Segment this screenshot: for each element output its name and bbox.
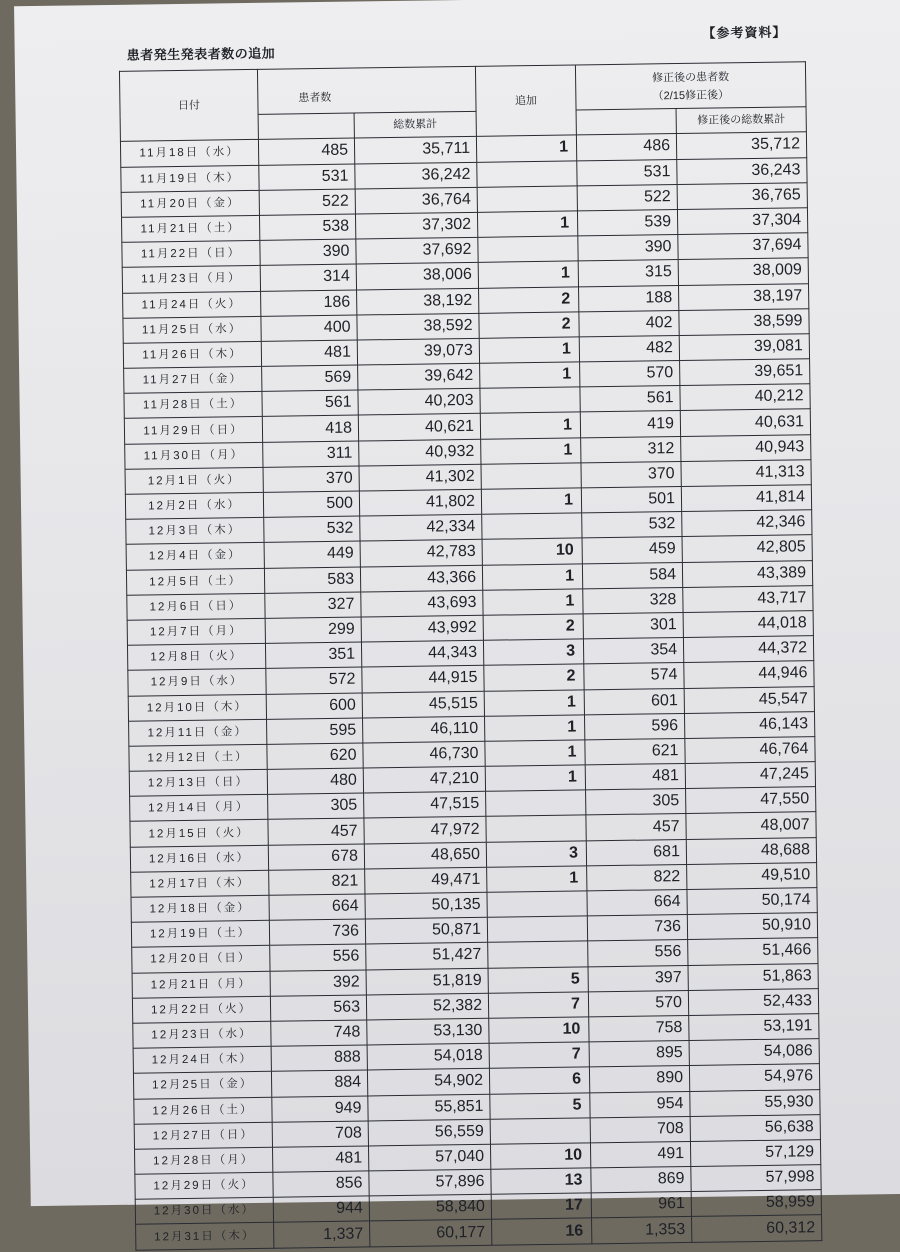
added-cell: 2 <box>479 312 579 339</box>
revised-cumulative-cell: 46,143 <box>684 711 814 738</box>
header-revised-patients: 修正後の患者数 <box>652 71 730 85</box>
revised-cumulative-cell: 44,018 <box>683 611 813 638</box>
added-cell <box>477 161 577 188</box>
added-cell: 16 <box>492 1218 592 1245</box>
date-cell: 12月16日（水） <box>130 845 268 872</box>
revised-patients-cell: 708 <box>590 1116 690 1143</box>
cumulative-cell: 36,242 <box>355 162 477 189</box>
revised-patients-cell: 501 <box>581 487 681 514</box>
revised-patients-cell: 390 <box>578 235 678 262</box>
added-cell: 10 <box>489 1017 589 1044</box>
added-cell: 1 <box>476 135 576 162</box>
patients-cell: 351 <box>265 642 361 669</box>
patients-cell: 595 <box>267 718 363 745</box>
date-cell: 11月21日（土） <box>121 215 259 242</box>
date-cell: 12月31日（木） <box>136 1223 274 1250</box>
date-cell: 11月20日（金） <box>121 190 259 217</box>
revised-cumulative-cell: 54,086 <box>689 1039 819 1066</box>
patients-cell: 531 <box>259 164 355 191</box>
cumulative-cell: 53,130 <box>367 1018 489 1045</box>
date-cell: 12月29日（火） <box>135 1172 273 1199</box>
revised-cumulative-cell: 36,243 <box>677 157 807 184</box>
header-patients: 患者数 <box>257 66 476 114</box>
patients-cell: 944 <box>273 1196 369 1223</box>
header-date: 日付 <box>119 69 258 141</box>
cumulative-cell: 47,210 <box>363 766 485 793</box>
cumulative-cell: 36,764 <box>355 187 477 214</box>
revised-patients-cell: 312 <box>581 436 681 463</box>
patients-cell: 327 <box>265 592 361 619</box>
date-cell: 12月1日（火） <box>125 467 263 494</box>
revised-cumulative-cell: 49,510 <box>687 862 817 889</box>
revised-patients-cell: 556 <box>588 940 688 967</box>
cumulative-cell: 51,427 <box>366 943 488 970</box>
revised-cumulative-cell: 58,959 <box>691 1190 821 1217</box>
added-cell: 5 <box>488 966 588 993</box>
revised-cumulative-cell: 36,765 <box>677 182 807 209</box>
patients-cell: 500 <box>263 491 359 518</box>
revised-patients-cell: 419 <box>580 411 680 438</box>
cumulative-cell: 42,783 <box>360 540 482 567</box>
date-cell: 12月27日（日） <box>134 1122 272 1149</box>
date-cell: 12月3日（木） <box>126 518 264 545</box>
cumulative-cell: 46,730 <box>363 741 485 768</box>
cumulative-cell: 37,692 <box>356 237 478 264</box>
header-revised-cumulative: 修正後の総数累計 <box>676 107 806 134</box>
date-cell: 12月20日（日） <box>132 946 270 973</box>
revised-patients-cell: 570 <box>580 361 680 388</box>
cumulative-cell: 39,642 <box>358 363 480 390</box>
cumulative-cell: 47,972 <box>364 817 486 844</box>
date-cell: 12月5日（土） <box>126 568 264 595</box>
revised-patients-cell: 584 <box>582 562 682 589</box>
revised-cumulative-cell: 50,910 <box>687 913 817 940</box>
added-cell: 1 <box>485 740 585 767</box>
revised-patients-cell: 188 <box>579 285 679 312</box>
cumulative-cell: 42,334 <box>360 514 482 541</box>
revised-cumulative-cell: 50,174 <box>687 888 817 915</box>
patients-cell: 522 <box>259 189 355 216</box>
header-revised-blank <box>576 109 676 136</box>
date-cell: 11月22日（日） <box>122 240 260 267</box>
revised-patients-cell: 961 <box>591 1192 691 1219</box>
cumulative-cell: 54,018 <box>367 1043 489 1070</box>
header-patients-blank <box>258 113 354 140</box>
revised-cumulative-cell: 47,550 <box>686 787 816 814</box>
patients-cell: 563 <box>270 995 366 1022</box>
revised-patients-cell: 482 <box>579 335 679 362</box>
added-cell: 10 <box>490 1143 590 1170</box>
patients-cell: 572 <box>266 667 362 694</box>
revised-cumulative-cell: 37,304 <box>677 208 807 235</box>
revised-cumulative-cell: 41,814 <box>681 485 811 512</box>
patients-cell: 600 <box>266 692 362 719</box>
revised-patients-cell: 539 <box>577 209 677 236</box>
added-cell: 2 <box>483 614 583 641</box>
added-cell <box>478 236 578 263</box>
revised-cumulative-cell: 47,245 <box>685 762 815 789</box>
added-cell: 1 <box>484 689 584 716</box>
patients-cell: 583 <box>264 567 360 594</box>
revised-patients-cell: 491 <box>590 1141 690 1168</box>
patients-cell: 532 <box>264 516 360 543</box>
date-cell: 11月19日（木） <box>121 165 259 192</box>
date-cell: 12月6日（日） <box>127 593 265 620</box>
date-cell: 11月18日（水） <box>120 140 258 167</box>
cumulative-cell: 40,203 <box>358 389 480 416</box>
cumulative-cell: 38,592 <box>357 313 479 340</box>
cumulative-cell: 35,711 <box>354 137 476 164</box>
added-cell: 1 <box>484 715 584 742</box>
patients-cell: 748 <box>271 1020 367 1047</box>
date-cell: 12月2日（水） <box>125 492 263 519</box>
added-cell: 1 <box>478 261 578 288</box>
revised-patients-cell: 869 <box>591 1167 691 1194</box>
date-cell: 12月21日（月） <box>132 971 270 998</box>
revised-cumulative-cell: 51,466 <box>688 938 818 965</box>
revised-cumulative-cell: 38,599 <box>679 308 809 335</box>
added-cell <box>487 916 587 943</box>
revised-cumulative-cell: 40,631 <box>680 409 810 436</box>
added-cell: 3 <box>483 639 583 666</box>
revised-cumulative-cell: 56,638 <box>690 1114 820 1141</box>
header-revised <box>575 62 806 110</box>
patients-cell: 736 <box>269 919 365 946</box>
cumulative-cell: 48,650 <box>364 842 486 869</box>
added-cell <box>486 790 586 817</box>
cumulative-cell: 57,040 <box>368 1144 490 1171</box>
revised-patients-cell: 370 <box>581 461 681 488</box>
patients-cell: 457 <box>268 818 364 845</box>
revised-patients-cell: 397 <box>588 965 688 992</box>
revised-patients-cell: 681 <box>586 839 686 866</box>
added-cell: 1 <box>481 488 581 515</box>
revised-patients-cell: 522 <box>577 184 677 211</box>
patients-cell: 856 <box>273 1171 369 1198</box>
cumulative-cell: 41,302 <box>359 464 481 491</box>
revised-patients-cell: 758 <box>589 1015 689 1042</box>
date-cell: 12月22日（火） <box>132 996 270 1023</box>
revised-cumulative-cell: 57,129 <box>690 1140 820 1167</box>
added-cell <box>490 1118 590 1145</box>
revised-cumulative-cell: 37,694 <box>678 233 808 260</box>
revised-cumulative-cell: 42,805 <box>682 535 812 562</box>
added-cell: 7 <box>489 1042 589 1069</box>
revised-cumulative-cell: 41,313 <box>681 460 811 487</box>
revised-patients-cell: 664 <box>587 889 687 916</box>
added-cell <box>486 815 586 842</box>
cumulative-cell: 45,515 <box>362 691 484 718</box>
date-cell: 12月28日（月） <box>135 1147 273 1174</box>
date-cell: 12月25日（金） <box>133 1072 271 1099</box>
patients-cell: 888 <box>271 1045 367 1072</box>
date-cell: 11月29日（日） <box>124 417 262 444</box>
patients-cell: 949 <box>272 1095 368 1122</box>
patients-cell: 449 <box>264 541 360 568</box>
revised-cumulative-cell: 45,547 <box>684 686 814 713</box>
added-cell: 1 <box>480 362 580 389</box>
date-cell: 12月15日（火） <box>130 820 268 847</box>
revised-patients-cell: 328 <box>583 587 683 614</box>
added-cell <box>477 186 577 213</box>
added-cell: 1 <box>480 412 580 439</box>
date-cell: 12月30日（水） <box>135 1198 273 1225</box>
cumulative-cell: 60,177 <box>370 1220 492 1247</box>
date-cell: 11月25日（水） <box>123 316 261 343</box>
cumulative-cell: 43,992 <box>361 615 483 642</box>
cumulative-cell: 39,073 <box>357 338 479 365</box>
document-page <box>14 0 900 1243</box>
cumulative-cell: 58,840 <box>369 1194 491 1221</box>
date-cell: 12月8日（火） <box>127 643 265 670</box>
header-cumulative: 総数累計 <box>354 112 476 139</box>
revised-patients-cell: 574 <box>584 663 684 690</box>
revised-cumulative-cell: 43,717 <box>683 585 813 612</box>
revised-cumulative-cell: 48,007 <box>686 812 816 839</box>
date-cell: 12月24日（木） <box>133 1046 271 1073</box>
added-cell: 17 <box>491 1193 591 1220</box>
cumulative-cell: 43,693 <box>361 590 483 617</box>
revised-cumulative-cell: 38,197 <box>679 283 809 310</box>
added-cell: 1 <box>479 337 579 364</box>
reference-label: 【参考資料】 <box>702 25 787 42</box>
patients-cell: 708 <box>272 1121 368 1148</box>
patients-cell: 884 <box>271 1070 367 1097</box>
revised-patients-cell: 532 <box>582 512 682 539</box>
patients-cell: 480 <box>267 768 363 795</box>
revised-patients-cell: 531 <box>577 159 677 186</box>
date-cell: 11月23日（月） <box>122 266 260 293</box>
revised-cumulative-cell: 42,346 <box>682 510 812 537</box>
cumulative-cell: 41,802 <box>359 489 481 516</box>
header-added: 追加 <box>475 65 576 137</box>
added-cell: 6 <box>489 1067 589 1094</box>
patients-cell: 186 <box>261 290 357 317</box>
date-cell: 11月30日（月） <box>125 442 263 469</box>
date-cell: 11月27日（金） <box>124 366 262 393</box>
patients-cell: 485 <box>258 138 354 165</box>
revised-cumulative-cell: 44,946 <box>684 661 814 688</box>
revised-patients-cell: 890 <box>589 1066 689 1093</box>
added-cell: 7 <box>488 992 588 1019</box>
cumulative-cell: 44,915 <box>362 666 484 693</box>
date-cell: 12月11日（金） <box>129 719 267 746</box>
patients-cell: 821 <box>269 869 365 896</box>
cumulative-cell: 56,559 <box>368 1119 490 1146</box>
revised-cumulative-cell: 51,863 <box>688 963 818 990</box>
patients-cell: 1,337 <box>274 1221 370 1248</box>
cumulative-cell: 50,871 <box>365 917 487 944</box>
revised-cumulative-cell: 54,976 <box>689 1064 819 1091</box>
added-cell <box>482 513 582 540</box>
revised-patients-cell: 561 <box>580 386 680 413</box>
added-cell <box>487 891 587 918</box>
patients-cell: 311 <box>263 441 359 468</box>
revised-patients-cell: 402 <box>579 310 679 337</box>
revised-patients-cell: 1,353 <box>592 1217 692 1244</box>
date-cell: 11月26日（木） <box>123 341 261 368</box>
cumulative-cell: 50,135 <box>365 892 487 919</box>
revised-patients-cell: 301 <box>583 612 683 639</box>
date-cell: 12月12日（土） <box>129 744 267 771</box>
patients-cell: 481 <box>272 1146 368 1173</box>
cumulative-cell: 52,382 <box>366 993 488 1020</box>
revised-cumulative-cell: 40,212 <box>680 384 810 411</box>
revised-patients-cell: 570 <box>588 990 688 1017</box>
cumulative-cell: 38,192 <box>357 288 479 315</box>
revised-cumulative-cell: 38,009 <box>678 258 808 285</box>
revised-patients-cell: 354 <box>583 638 683 665</box>
added-cell: 1 <box>482 563 582 590</box>
patients-cell: 392 <box>270 970 366 997</box>
revised-cumulative-cell: 40,943 <box>681 434 811 461</box>
cumulative-cell: 38,006 <box>356 263 478 290</box>
date-cell: 12月14日（月） <box>130 795 268 822</box>
revised-patients-cell: 481 <box>585 764 685 791</box>
date-cell: 11月24日（火） <box>123 291 261 318</box>
revised-cumulative-cell: 43,389 <box>682 560 812 587</box>
added-cell: 2 <box>484 664 584 691</box>
added-cell: 3 <box>486 841 586 868</box>
revised-patients-cell: 895 <box>589 1041 689 1068</box>
revised-cumulative-cell: 46,764 <box>685 737 815 764</box>
revised-patients-cell: 315 <box>578 260 678 287</box>
cumulative-cell: 47,515 <box>364 792 486 819</box>
date-cell: 12月26日（土） <box>134 1097 272 1124</box>
cumulative-cell: 49,471 <box>365 867 487 894</box>
added-cell <box>480 387 580 414</box>
patients-cell: 561 <box>262 390 358 417</box>
added-cell: 1 <box>477 211 577 238</box>
revised-cumulative-cell: 44,372 <box>683 636 813 663</box>
date-cell: 12月4日（金） <box>126 543 264 570</box>
revised-patients-cell: 305 <box>586 789 686 816</box>
revised-cumulative-cell: 39,081 <box>679 334 809 361</box>
revised-patients-cell: 457 <box>586 814 686 841</box>
revised-cumulative-cell: 48,688 <box>686 837 816 864</box>
revised-cumulative-cell: 53,191 <box>689 1014 819 1041</box>
date-cell: 12月17日（木） <box>131 870 269 897</box>
added-cell <box>488 941 588 968</box>
table-body <box>120 132 821 1250</box>
revised-patients-cell: 621 <box>585 738 685 765</box>
patients-cell: 481 <box>261 340 357 367</box>
added-cell: 1 <box>485 765 585 792</box>
patients-cell: 314 <box>260 264 356 291</box>
date-cell: 12月23日（水） <box>133 1021 271 1048</box>
revised-cumulative-cell: 52,433 <box>688 988 818 1015</box>
revised-cumulative-cell: 55,930 <box>690 1089 820 1116</box>
revised-patients-cell: 601 <box>584 688 684 715</box>
added-cell: 1 <box>483 589 583 616</box>
cumulative-cell: 40,621 <box>358 414 480 441</box>
patients-cell: 390 <box>260 239 356 266</box>
document-title: 患者発生発表者数の追加 <box>126 46 276 64</box>
added-cell: 2 <box>479 286 579 313</box>
revised-patients-cell: 736 <box>587 915 687 942</box>
patients-cell: 664 <box>269 894 365 921</box>
revised-patients-cell: 459 <box>582 537 682 564</box>
cumulative-cell: 43,366 <box>360 565 482 592</box>
revised-cumulative-cell: 57,998 <box>691 1165 821 1192</box>
patients-cell: 299 <box>265 617 361 644</box>
patients-cell: 569 <box>262 365 358 392</box>
revised-patients-cell: 822 <box>587 864 687 891</box>
cumulative-cell: 37,302 <box>355 212 477 239</box>
cumulative-cell: 40,932 <box>359 439 481 466</box>
cumulative-cell: 54,902 <box>367 1069 489 1096</box>
added-cell: 13 <box>491 1168 591 1195</box>
cumulative-cell: 46,110 <box>363 716 485 743</box>
patients-cell: 678 <box>268 844 364 871</box>
patients-cell: 305 <box>268 793 364 820</box>
cumulative-cell: 55,851 <box>368 1094 490 1121</box>
revised-patients-cell: 486 <box>576 134 676 161</box>
revised-patients-cell: 954 <box>590 1091 690 1118</box>
date-cell: 12月18日（金） <box>131 895 269 922</box>
cumulative-cell: 51,819 <box>366 968 488 995</box>
cumulative-cell: 57,896 <box>369 1169 491 1196</box>
revised-patients-cell: 596 <box>584 713 684 740</box>
revised-cumulative-cell: 39,651 <box>680 359 810 386</box>
patients-cell: 400 <box>261 315 357 342</box>
date-cell: 12月19日（土） <box>131 920 269 947</box>
patients-cell: 538 <box>259 214 355 241</box>
patients-cell: 620 <box>267 743 363 770</box>
patients-cell: 418 <box>262 415 358 442</box>
header-revised-note: （2/15修正後） <box>652 89 730 103</box>
cumulative-cell: 44,343 <box>361 640 483 667</box>
date-cell: 12月9日（水） <box>128 669 266 696</box>
patients-table <box>119 61 822 1250</box>
revised-cumulative-cell: 35,712 <box>676 132 806 159</box>
added-cell: 1 <box>487 866 587 893</box>
revised-cumulative-cell: 60,312 <box>692 1215 822 1242</box>
added-cell <box>481 463 581 490</box>
added-cell: 5 <box>490 1092 590 1119</box>
date-cell: 12月13日（日） <box>129 769 267 796</box>
date-cell: 12月7日（月） <box>127 618 265 645</box>
date-cell: 12月10日（木） <box>128 694 266 721</box>
added-cell: 10 <box>482 538 582 565</box>
patients-cell: 370 <box>263 466 359 493</box>
added-cell: 1 <box>481 438 581 465</box>
date-cell: 11月28日（土） <box>124 392 262 419</box>
patients-cell: 556 <box>270 944 366 971</box>
